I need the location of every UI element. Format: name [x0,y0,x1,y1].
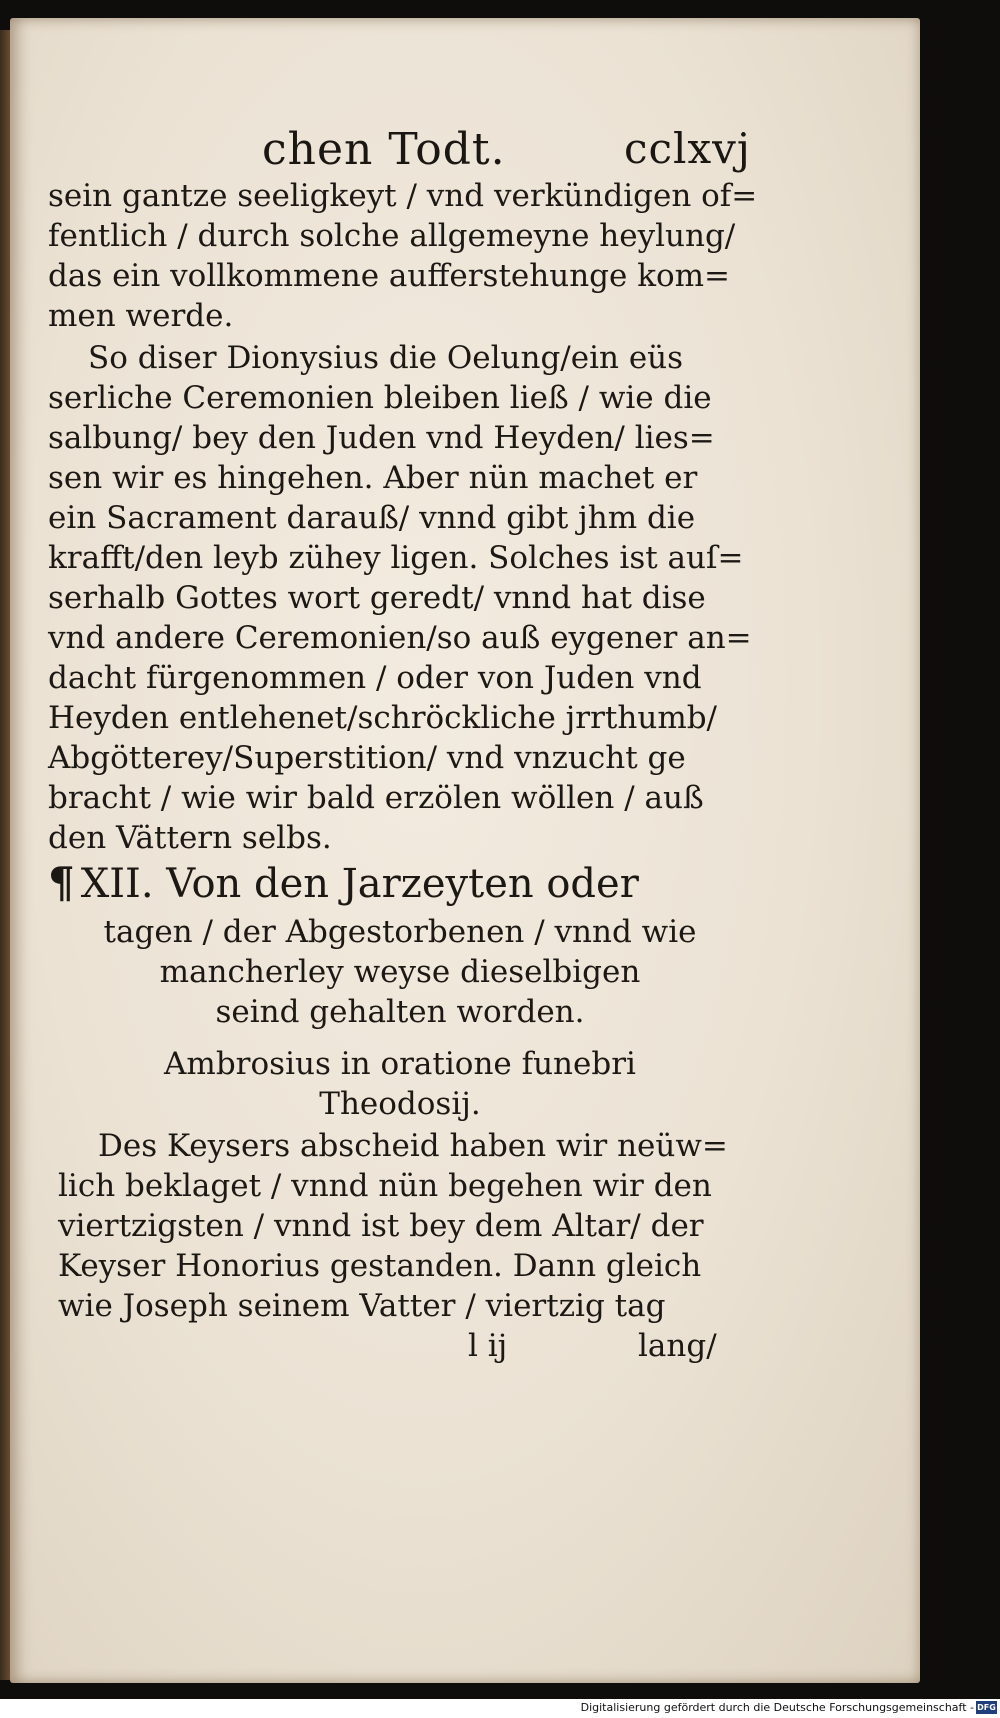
pilcrow-mark: ¶ [48,858,75,907]
page-header [10,124,920,184]
text-line: salbung/ bey den Juden vnd Heyden/ lies= [48,420,715,456]
text-line: krafft/den leyb zühey ligen. Solches ist auſ= [48,540,744,576]
text-line: wie Joseph seinem Vatter / viertzig tag [58,1288,666,1324]
text-line: ein Sacrament darauß/ vnnd gibt jhm die [48,500,696,536]
text-line: lich beklaget / vnnd nün begehen wir den [58,1168,712,1204]
running-head: chen Todt. [262,124,506,175]
text-line: serhalb Gottes wort geredt/ vnnd hat dise [48,580,706,616]
text-line: vnd andere Ceremonien/so auß eygener an= [48,620,752,656]
text-line: das ein vollkommene aufferstehunge kom= [48,258,731,294]
chapter-heading-text: XII. Von den Jarzeyten oder [80,861,639,907]
chapter-title-line: mancherley weyse dieselbigen [159,954,641,990]
text-line: serliche Ceremonien bleiben ließ / wie die [48,380,712,416]
catchword: lang/ [638,1328,717,1364]
chapter-title-line: seind gehalten worden. [215,994,585,1030]
dfg-logo-icon: DFG [977,1703,996,1712]
text-line: sein gantze seeligkeyt / vnd verkündigen of= [48,178,758,214]
text-line: den Vättern selbs. [48,820,332,856]
text-line: Heyden entlehenet/schröckliche jrrthumb/ [48,700,717,736]
text-line: Des Keysers abscheid haben wir neüw= [98,1128,728,1164]
text-line: fentlich / durch solche allgemeyne heylung/ [48,218,736,254]
signature-mark: l ij [468,1328,508,1364]
source-citation-line: Theodosij. [319,1086,481,1122]
funding-credit: Digitalisierung gefördert durch die Deutsche Forschungsgemeinschaft - [580,1701,974,1714]
book-page [10,18,920,1683]
folio-number: cclxvj [624,124,751,173]
text-line: sen wir es hingehen. Aber nün machet er [48,460,698,496]
chapter-heading [48,860,639,907]
text-line: Keyser Honorius gestanden. Dann gleich [58,1248,702,1284]
chapter-title-line: tagen / der Abgestorbenen / vnnd wie [103,914,697,950]
text-line: Abgötterey/Superstition/ vnd vnzucht ge [48,740,686,776]
text-line: viertzigsten / vnnd ist bey dem Altar/ der [58,1208,704,1244]
text-line: dacht fürgenommen / oder von Juden vnd [48,660,702,696]
source-citation-line: Ambrosius in oratione funebri [164,1046,636,1082]
text-line: bracht / wie wir bald erzölen wöllen / auß [48,780,704,816]
text-line: men werde. [48,298,234,334]
text-line: So diser Dionysius die Oelung/ein eüs [88,340,684,376]
